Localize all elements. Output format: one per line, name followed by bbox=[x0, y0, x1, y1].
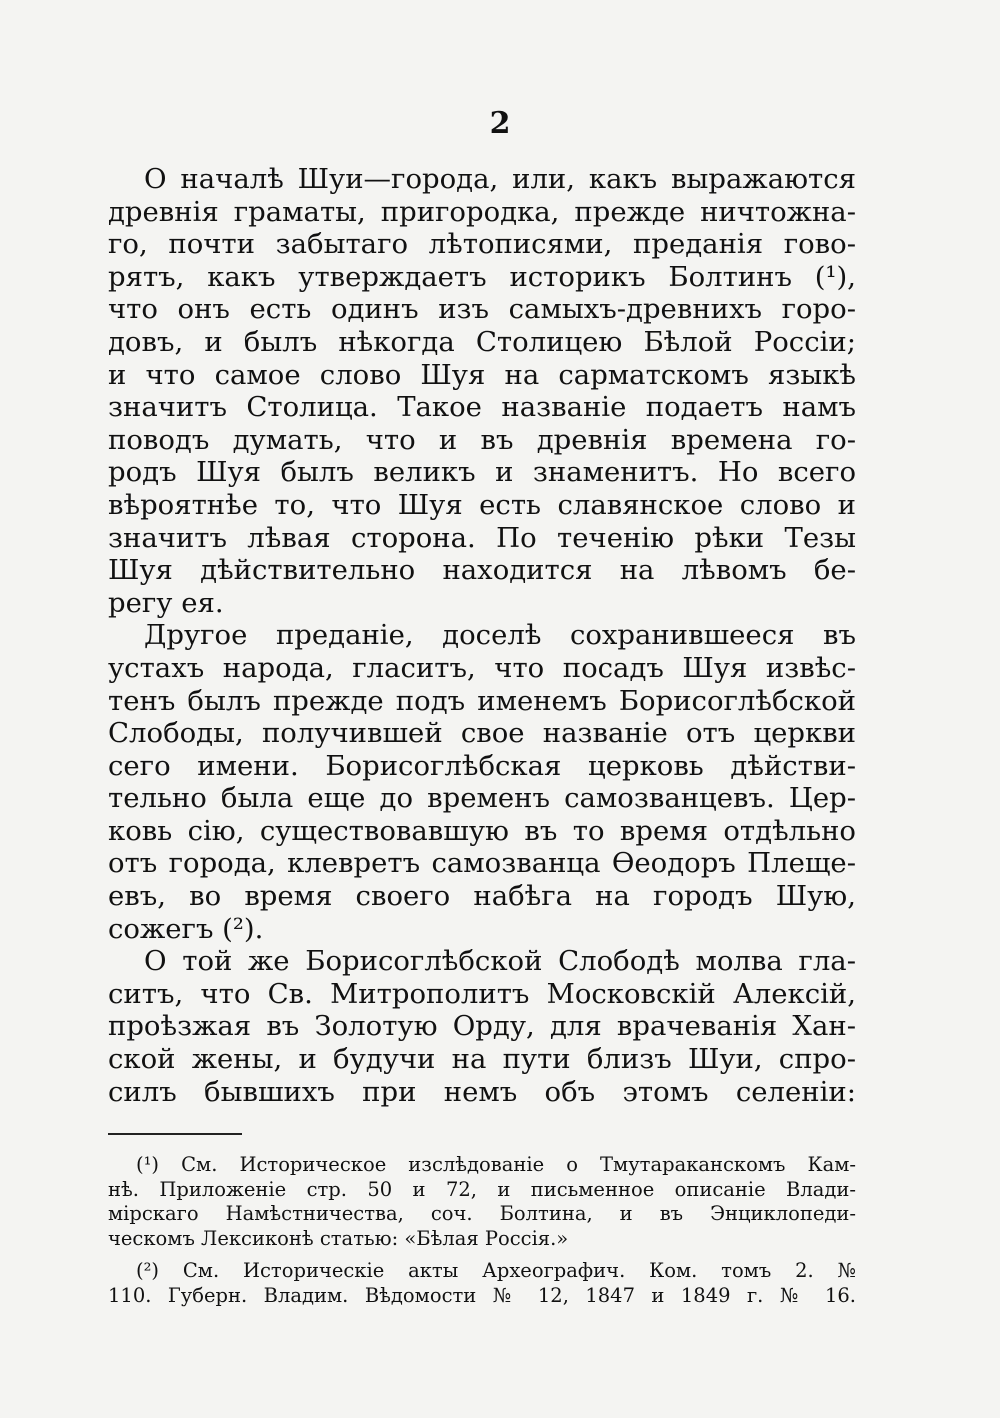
footnotes bbox=[108, 1153, 856, 1308]
footnote-2-line: (²) См. Историческіе акты Археографич. Ком. томъ 2. № bbox=[136, 1259, 856, 1282]
text-line: Шуя дѣйствительно находится на лѣвомъ бе- bbox=[108, 554, 856, 587]
text-line: древнія граматы, пригородка, прежде ничтожна- bbox=[108, 195, 856, 228]
footnote-1-line: нѣ. Приложеніе стр. 50 и 72, и письменное описаніе Влади- bbox=[108, 1177, 856, 1201]
text-line: ской жены, и будучи на пути близъ Шуи, спро- bbox=[108, 1043, 856, 1076]
text-line: родъ Шуя былъ великъ и знаменитъ. Но всего bbox=[108, 456, 856, 489]
footnote-1-line: (¹) См. Историческое изслѣдованіе о Тмутараканскомъ Кам- bbox=[136, 1153, 856, 1176]
body-text bbox=[108, 163, 856, 1108]
text-line: сожегъ (²). bbox=[108, 912, 264, 945]
text-line: довъ, и былъ нѣкогда Столицею Бѣлой Россіи; bbox=[108, 325, 856, 358]
text-line: ковь сію, существовавшую въ то время отдѣльно bbox=[108, 814, 856, 847]
text-line: О началѣ Шуи—города, или, какъ выражаются bbox=[144, 163, 856, 195]
text-line: отъ города, клевретъ самозванца Ѳеодоръ Плеще- bbox=[108, 847, 856, 880]
text-line: значитъ Столица. Такое названіе подаетъ намъ bbox=[108, 391, 856, 424]
page-number: 2 bbox=[489, 106, 511, 141]
text-line: О той же Борисоглѣбской Слободѣ молва гла- bbox=[144, 945, 856, 978]
text-line: устахъ народа, гласитъ, что посадъ Шуя извѣс- bbox=[108, 651, 856, 684]
footnote-1-line: ческомъ Лексиконѣ статью: «Бѣлая Россія.» bbox=[108, 1226, 569, 1250]
text-line: регу ея. bbox=[108, 586, 224, 619]
text-line: Другое преданіе, доселѣ сохранившееся въ bbox=[144, 619, 856, 652]
footnote-2-line: 110. Губерн. Владим. Вѣдомости № 12, 1847 и 1849 г. № 16. bbox=[108, 1283, 856, 1307]
footnote-divider bbox=[108, 1133, 242, 1135]
text-line: рятъ, какъ утверждаетъ историкъ Болтинъ (¹), bbox=[108, 260, 856, 293]
text-line: сего имени. Борисоглѣбская церковь дѣйстви- bbox=[108, 749, 856, 782]
text-line: силъ бывшихъ при немъ объ этомъ селеніи: bbox=[108, 1075, 856, 1108]
footnote-1-line: мірскаго Намѣстничества, соч. Болтина, и въ Энциклопеди- bbox=[108, 1202, 856, 1225]
text-line: что онъ есть одинъ изъ самыхъ-древнихъ горо- bbox=[108, 293, 856, 326]
text-line: тельно была еще до временъ самозванцевъ. Цер- bbox=[108, 782, 856, 815]
text-line: и что самое слово Шуя на сарматскомъ языкѣ bbox=[108, 358, 856, 391]
text-line: евъ, во время своего набѣга на городъ Шую, bbox=[108, 880, 856, 913]
text-line: значитъ лѣвая сторона. По теченію рѣки Тезы bbox=[108, 521, 856, 554]
text-line: вѣроятнѣе то, что Шуя есть славянское слово и bbox=[108, 488, 856, 521]
text-line: ситъ, что Св. Митрополитъ Московскій Алексій, bbox=[108, 977, 856, 1010]
text-line: поводъ думать, что и въ древнія времена го- bbox=[108, 423, 856, 456]
text-line: проѣзжая въ Золотую Орду, для врачеванія Хан- bbox=[108, 1010, 856, 1043]
text-line: Слободы, получившей свое названіе отъ церкви bbox=[108, 717, 856, 750]
text-line: тенъ былъ прежде подъ именемъ Борисоглѣбской bbox=[108, 684, 856, 717]
text-line: го, почти забытаго лѣтописями, преданія гово- bbox=[108, 228, 856, 261]
